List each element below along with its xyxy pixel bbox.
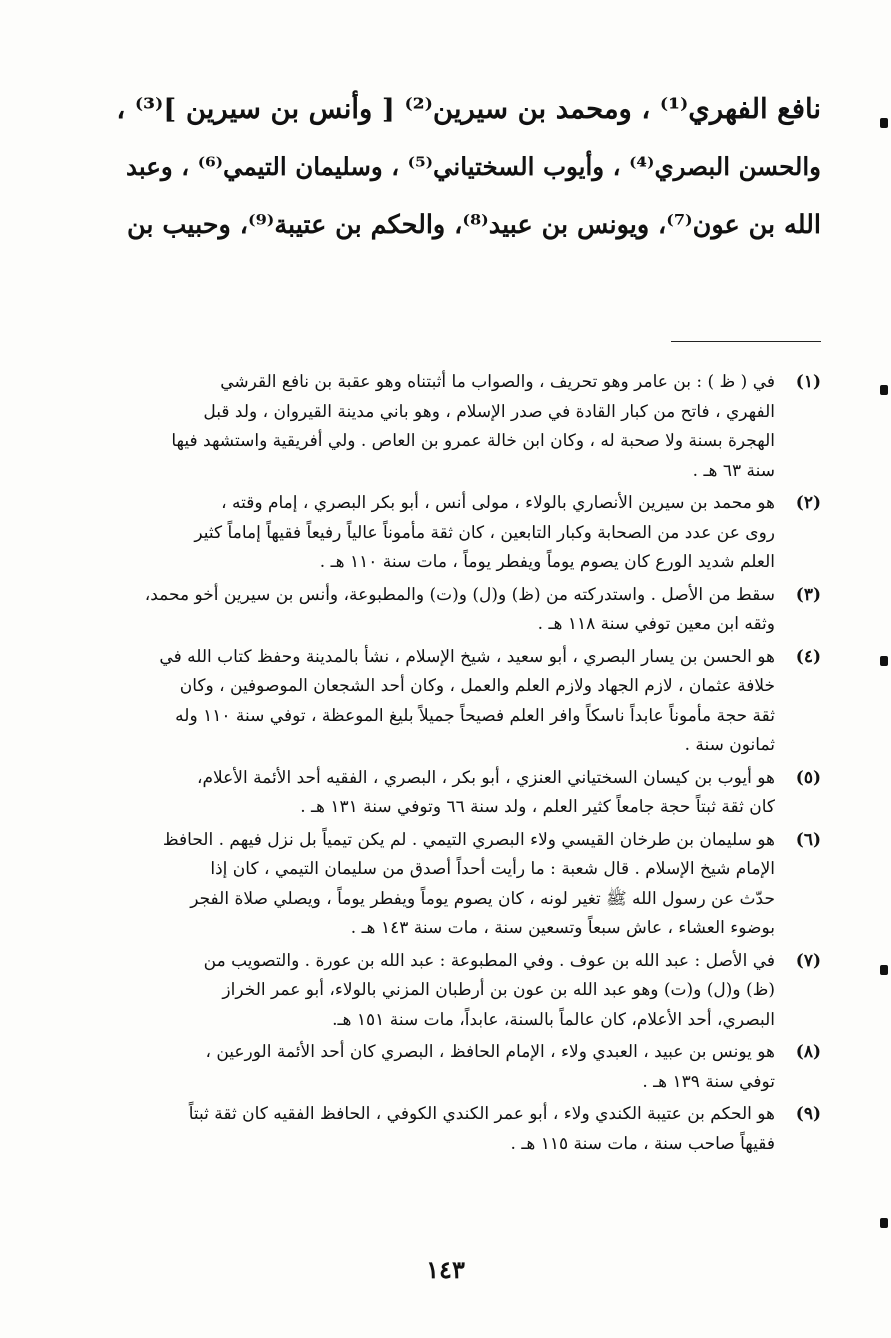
main-text-line: والحسن البصري⁽⁴⁾ ، وأيوب السختياني⁽⁵⁾ ، وسليمان التيمي⁽⁶⁾ ، وعبد bbox=[126, 152, 821, 181]
footnote-line: هو الحكم بن عتيبة الكندي ولاء ، أبو عمر الكندي الكوفي ، الحافظ الفقيه كان ثقة ثبتاً bbox=[188, 1104, 775, 1124]
footnote bbox=[101, 489, 821, 578]
footnote bbox=[101, 581, 821, 640]
scan-edge-mark bbox=[880, 656, 888, 666]
footnote-number: (٦) bbox=[795, 829, 821, 850]
footnote-line: الإمام شيخ الإسلام . قال شعبة : ما رأيت أحداً أصدق من سليمان التيمي ، كان إذا bbox=[210, 859, 775, 879]
footnote-line: هو الحسن بن يسار البصري ، أبو سعيد ، شيخ الإسلام ، نشأ بالمدينة وحفظ كتاب الله في bbox=[159, 646, 775, 667]
footnote-line: توفي سنة ١٣٩ هـ . bbox=[642, 1071, 775, 1092]
footnote-number: (١) bbox=[795, 372, 821, 392]
footnote-line: ثمانون سنة . bbox=[684, 735, 775, 755]
footnote-text bbox=[101, 1100, 775, 1159]
page-number: ١٤٣ bbox=[426, 1255, 465, 1284]
main-text bbox=[116, 80, 821, 254]
footnote-line: سنة ٦٣ هـ . bbox=[692, 460, 775, 481]
footnote-line: هو أيوب بن كيسان السختياني العنزي ، أبو بكر ، البصري ، الفقيه أحد الأئمة الأعلام، bbox=[196, 767, 775, 788]
footnote-number: (٧) bbox=[795, 950, 821, 971]
footnote-line: في الأصل : عبد الله بن عوف . وفي المطبوعة : عبد الله بن عورة . والتصويب من bbox=[203, 950, 775, 971]
footnote-number: (٥) bbox=[795, 767, 821, 788]
footnote-line: البصري، أحد الأعلام، كان عالماً بالسنة، عابداً، مات سنة ١٥١ هـ. bbox=[332, 1009, 775, 1030]
footnote-line: الهجرة بسنة ولا صحبة له ، وكان ابن خالة عمرو بن العاص . ولي أفريقية واستشهد فيها bbox=[171, 431, 775, 451]
footnote-text bbox=[101, 947, 775, 1036]
footnote-text bbox=[101, 764, 775, 823]
footnote-text bbox=[101, 826, 775, 944]
footnote-line: هو سليمان بن طرخان القيسي ولاء البصري التيمي . لم يكن تيمياً بل نزل فيهم . الحافظ bbox=[162, 829, 775, 850]
footnote-line: في ( ظ ) : بن عامر وهو تحريف ، والصواب ما أثبتناه وهو عقبة بن نافع القرشي bbox=[220, 372, 775, 392]
footnote-line: كان ثقة ثبتاً حجة جامعاً كثير العلم ، ولد سنة ٦٦ وتوفي سنة ١٣١ هـ . bbox=[300, 797, 775, 817]
footnote-text bbox=[101, 368, 775, 486]
footnote-text bbox=[101, 581, 775, 640]
footnote-text bbox=[101, 1038, 775, 1097]
footnote-number: (٢) bbox=[795, 493, 821, 513]
footnote-line: هو محمد بن سيرين الأنصاري بالولاء ، مولى أنس ، أبو بكر البصري ، إمام وقته ، bbox=[221, 493, 775, 513]
footnote-text bbox=[101, 489, 775, 578]
footnote bbox=[101, 643, 821, 761]
scan-edge-mark bbox=[880, 965, 888, 975]
footnote-line: العلم شديد الورع كان يصوم يوماً ويفطر يوماً ، مات سنة ١١٠ هـ . bbox=[319, 552, 775, 572]
footnote-number: (٣) bbox=[795, 584, 821, 605]
footnote-number: (٩) bbox=[795, 1104, 821, 1124]
footnote-text bbox=[101, 643, 775, 761]
footnote bbox=[101, 947, 821, 1036]
footnotes bbox=[101, 368, 821, 1162]
scan-edge-mark bbox=[880, 118, 888, 128]
footnote-number: (٨) bbox=[795, 1042, 821, 1062]
scan-edge-mark bbox=[880, 1218, 888, 1228]
footnote-line: (ظ) و(ل) و(ت) وهو عبد الله بن عون بن أرطبان المزني بالولاء، أبو عمر الخراز bbox=[222, 980, 775, 1000]
footnote bbox=[101, 368, 821, 486]
footnote-line: سقط من الأصل . واستدركته من (ظ) و(ل) و(ت) والمطبوعة، وأنس بن سيرين أخو محمد، bbox=[144, 584, 775, 605]
footnote-line: الفهري ، فاتح من كبار القادة في صدر الإسلام ، وهو باني مدينة القيروان ، ولد قبل bbox=[203, 401, 775, 422]
footnote-number: (٤) bbox=[795, 646, 821, 667]
footnote-line: هو يونس بن عبيد ، العبدي ولاء ، الإمام الحافظ ، البصري كان أحد الأئمة الورعين ، bbox=[205, 1042, 775, 1062]
footnote bbox=[101, 1100, 821, 1159]
footnote-line: خلافة عثمان ، لازم الجهاد ولازم العلم والعمل ، وكان أحد الشجعان الموصوفين ، وكان bbox=[179, 676, 775, 696]
scan-edge-mark bbox=[880, 385, 888, 395]
footnote-line: فقيهاً صاحب سنة ، مات سنة ١١٥ هـ . bbox=[510, 1133, 775, 1154]
footnote-line: ثقة حجة مأموناً عابداً ناسكاً وافر العلم فصيحاً جميلاً بليغ الموعظة ، توفي سنة ١١٠ وله bbox=[175, 705, 775, 726]
footnote-separator bbox=[671, 341, 821, 342]
footnote-line: حدّث عن رسول الله ﷺ تغير لونه ، كان يصوم يوماً ويفطر يوماً ، ويصلي صلاة الفجر bbox=[190, 888, 775, 909]
footnote bbox=[101, 1038, 821, 1097]
footnote-line: بوضوء العشاء ، عاش سبعاً وتسعين سنة ، مات سنة ١٤٣ هـ . bbox=[350, 918, 775, 938]
footnote-line: وثقه ابن معين توفي سنة ١١٨ هـ . bbox=[537, 614, 775, 634]
main-text-line: الله بن عون⁽⁷⁾، ويونس بن عبيد⁽⁸⁾، والحكم بن عتيبة⁽⁹⁾، وحبيب بن bbox=[126, 210, 821, 240]
footnote-line: روى عن عدد من الصحابة وكبار التابعين ، كان ثقة مأموناً عالياً رفيعاً فقيهاً إماماً كثير bbox=[194, 522, 775, 543]
footnote bbox=[101, 764, 821, 823]
footnote bbox=[101, 826, 821, 944]
main-text-line: نافع الفهري⁽¹⁾ ، ومحمد بن سيرين⁽²⁾ [ وأنس بن سيرين ]⁽³⁾ ، bbox=[116, 93, 821, 125]
